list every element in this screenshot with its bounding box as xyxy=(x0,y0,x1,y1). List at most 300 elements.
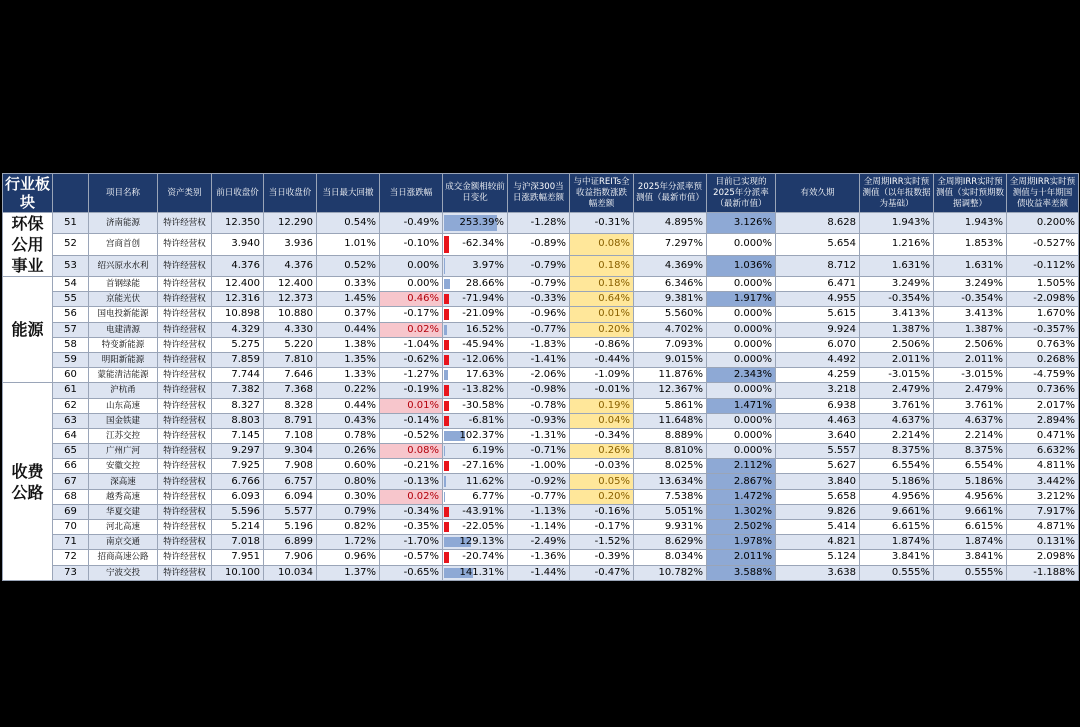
irr-spread-value: 1.670% xyxy=(1007,307,1079,322)
duration-value: 3.640 xyxy=(776,428,860,443)
asset-type: 特许经营权 xyxy=(158,535,212,550)
diff-hs300-value: -0.71% xyxy=(508,444,570,459)
realized-2025-value: 1.472% xyxy=(707,489,776,504)
amount-change-value: 129.13% xyxy=(459,536,504,548)
duration-value: 3.840 xyxy=(776,474,860,489)
table-row xyxy=(3,535,1079,550)
dist-2025-value: 7.538% xyxy=(634,489,707,504)
project-name: 江苏交控 xyxy=(89,428,158,443)
project-name: 蒙能清洁能源 xyxy=(89,368,158,383)
amount-change-cell xyxy=(443,565,508,580)
irr-spread-value: -1.188% xyxy=(1007,565,1079,580)
table-row xyxy=(3,292,1079,307)
project-name: 沪杭甬 xyxy=(89,383,158,398)
project-name: 河北高速 xyxy=(89,520,158,535)
prev-close-value: 7.744 xyxy=(212,368,264,383)
amount-change-cell xyxy=(443,550,508,565)
duration-value: 5.557 xyxy=(776,444,860,459)
max-drawdown-value: 0.33% xyxy=(317,277,380,292)
asset-type: 特许经营权 xyxy=(158,413,212,428)
diff-hs300-value: -2.06% xyxy=(508,368,570,383)
amount-change-value: 102.37% xyxy=(459,429,504,441)
max-drawdown-value: 0.44% xyxy=(317,322,380,337)
prev-close-value: 4.376 xyxy=(212,255,264,276)
amount-change-bar xyxy=(444,279,450,289)
row-number: 70 xyxy=(53,520,89,535)
amount-change-cell xyxy=(443,292,508,307)
diff-hs300-value: -0.33% xyxy=(508,292,570,307)
irr-index-value: 1.631% xyxy=(860,255,934,276)
duration-value: 8.712 xyxy=(776,255,860,276)
irr-spread-value: 0.200% xyxy=(1007,213,1079,234)
reits-table xyxy=(2,173,1079,581)
header-irr-index: 全周期IRR实时预测值（以年报数据为基础） xyxy=(860,174,934,213)
amount-change-value: -45.94% xyxy=(462,338,504,350)
max-drawdown-value: 0.37% xyxy=(317,307,380,322)
duration-value: 3.218 xyxy=(776,383,860,398)
table-row xyxy=(3,255,1079,276)
prev-close-value: 10.100 xyxy=(212,565,264,580)
close-value: 7.646 xyxy=(264,368,317,383)
diff-hs300-value: -1.00% xyxy=(508,459,570,474)
amount-change-value: -20.74% xyxy=(462,551,504,563)
row-number: 54 xyxy=(53,277,89,292)
row-number: 57 xyxy=(53,322,89,337)
close-value: 3.936 xyxy=(264,234,317,255)
dist-2025-value: 9.015% xyxy=(634,352,707,367)
change-value: -0.52% xyxy=(380,428,443,443)
realized-2025-value: 0.000% xyxy=(707,337,776,352)
irr-index-value: 4.956% xyxy=(860,489,934,504)
diff-reits-value: 0.18% xyxy=(570,277,634,292)
diff-reits-value: 0.01% xyxy=(570,307,634,322)
sector-cell: 能源 xyxy=(3,277,53,383)
change-value: -0.57% xyxy=(380,550,443,565)
irr-index-value: 6.554% xyxy=(860,459,934,474)
duration-value: 9.826 xyxy=(776,504,860,519)
max-drawdown-value: 0.82% xyxy=(317,520,380,535)
prev-close-value: 5.214 xyxy=(212,520,264,535)
irr-spread-value: 3.442% xyxy=(1007,474,1079,489)
diff-hs300-value: -0.78% xyxy=(508,398,570,413)
prev-close-value: 12.400 xyxy=(212,277,264,292)
max-drawdown-value: 0.22% xyxy=(317,383,380,398)
close-value: 8.791 xyxy=(264,413,317,428)
max-drawdown-value: 1.35% xyxy=(317,352,380,367)
change-value: -0.49% xyxy=(380,213,443,234)
table-row xyxy=(3,550,1079,565)
irr-adjusted-value: 1.853% xyxy=(934,234,1007,255)
duration-value: 3.638 xyxy=(776,565,860,580)
amount-change-bar xyxy=(444,258,445,274)
row-number: 51 xyxy=(53,213,89,234)
amount-change-value: 6.19% xyxy=(472,445,504,457)
change-value: 0.46% xyxy=(380,292,443,307)
header-prev-close: 前日收盘价 xyxy=(212,174,264,213)
realized-2025-value: 0.000% xyxy=(707,277,776,292)
irr-spread-value: 0.131% xyxy=(1007,535,1079,550)
project-name: 特变新能源 xyxy=(89,337,158,352)
prev-close-value: 7.018 xyxy=(212,535,264,550)
diff-hs300-value: -1.13% xyxy=(508,504,570,519)
realized-2025-value: 0.000% xyxy=(707,444,776,459)
dist-2025-value: 7.297% xyxy=(634,234,707,255)
change-value: -0.10% xyxy=(380,234,443,255)
asset-type: 特许经营权 xyxy=(158,277,212,292)
project-name: 山东高速 xyxy=(89,398,158,413)
irr-adjusted-value: 6.615% xyxy=(934,520,1007,535)
realized-2025-value: 0.000% xyxy=(707,352,776,367)
diff-hs300-value: -0.77% xyxy=(508,489,570,504)
duration-value: 5.124 xyxy=(776,550,860,565)
asset-type: 特许经营权 xyxy=(158,292,212,307)
diff-reits-value: -0.44% xyxy=(570,352,634,367)
irr-index-value: 0.555% xyxy=(860,565,934,580)
amount-change-value: -27.16% xyxy=(462,460,504,472)
change-value: -0.34% xyxy=(380,504,443,519)
dist-2025-value: 10.782% xyxy=(634,565,707,580)
amount-change-cell xyxy=(443,398,508,413)
max-drawdown-value: 0.78% xyxy=(317,428,380,443)
duration-value: 4.259 xyxy=(776,368,860,383)
realized-2025-value: 1.917% xyxy=(707,292,776,307)
table-row xyxy=(3,337,1079,352)
sector-cell: 收费公路 xyxy=(3,383,53,580)
realized-2025-value: 0.000% xyxy=(707,383,776,398)
amount-change-value: 6.77% xyxy=(472,490,504,502)
amount-change-bar xyxy=(444,325,447,335)
change-value: 0.00% xyxy=(380,255,443,276)
project-name: 华夏交建 xyxy=(89,504,158,519)
amount-change-cell xyxy=(443,337,508,352)
asset-type: 特许经营权 xyxy=(158,504,212,519)
diff-hs300-value: -1.14% xyxy=(508,520,570,535)
asset-type: 特许经营权 xyxy=(158,255,212,276)
realized-2025-value: 1.471% xyxy=(707,398,776,413)
asset-type: 特许经营权 xyxy=(158,307,212,322)
amount-change-cell xyxy=(443,474,508,489)
irr-index-value: 2.506% xyxy=(860,337,934,352)
asset-type: 特许经营权 xyxy=(158,444,212,459)
change-value: -0.62% xyxy=(380,352,443,367)
amount-change-bar xyxy=(444,236,449,252)
change-value: -1.70% xyxy=(380,535,443,550)
prev-close-value: 7.859 xyxy=(212,352,264,367)
change-value: -1.04% xyxy=(380,337,443,352)
realized-2025-value: 0.000% xyxy=(707,307,776,322)
max-drawdown-value: 0.60% xyxy=(317,459,380,474)
irr-adjusted-value: -3.015% xyxy=(934,368,1007,383)
change-value: 0.00% xyxy=(380,277,443,292)
amount-change-cell xyxy=(443,504,508,519)
row-number: 65 xyxy=(53,444,89,459)
project-name: 电建清源 xyxy=(89,322,158,337)
realized-2025-value: 2.112% xyxy=(707,459,776,474)
diff-hs300-value: -0.92% xyxy=(508,474,570,489)
header-sector: 行业板块 xyxy=(3,174,53,213)
change-value: -0.14% xyxy=(380,413,443,428)
amount-change-bar xyxy=(444,446,445,456)
prev-close-value: 12.316 xyxy=(212,292,264,307)
irr-spread-value: 6.632% xyxy=(1007,444,1079,459)
irr-spread-value: 2.017% xyxy=(1007,398,1079,413)
amount-change-bar xyxy=(444,355,449,365)
irr-spread-value: 2.894% xyxy=(1007,413,1079,428)
row-number: 68 xyxy=(53,489,89,504)
dist-2025-value: 12.367% xyxy=(634,383,707,398)
row-number: 52 xyxy=(53,234,89,255)
project-name: 宫商首创 xyxy=(89,234,158,255)
header-diff-hs300: 与沪深300当日涨跌幅差额 xyxy=(508,174,570,213)
irr-index-value: -0.354% xyxy=(860,292,934,307)
diff-reits-value: 0.08% xyxy=(570,234,634,255)
diff-reits-value: 0.19% xyxy=(570,398,634,413)
dist-2025-value: 7.093% xyxy=(634,337,707,352)
duration-value: 4.955 xyxy=(776,292,860,307)
change-value: -0.35% xyxy=(380,520,443,535)
diff-hs300-value: -0.93% xyxy=(508,413,570,428)
prev-close-value: 6.093 xyxy=(212,489,264,504)
dist-2025-value: 5.051% xyxy=(634,504,707,519)
diff-reits-value: -0.16% xyxy=(570,504,634,519)
irr-spread-value: 3.212% xyxy=(1007,489,1079,504)
amount-change-bar xyxy=(444,385,449,395)
close-value: 12.373 xyxy=(264,292,317,307)
max-drawdown-value: 1.45% xyxy=(317,292,380,307)
change-value: 0.01% xyxy=(380,398,443,413)
irr-spread-value: 0.268% xyxy=(1007,352,1079,367)
change-value: -0.21% xyxy=(380,459,443,474)
table-row xyxy=(3,398,1079,413)
project-name: 南京交通 xyxy=(89,535,158,550)
prev-close-value: 7.951 xyxy=(212,550,264,565)
close-value: 9.304 xyxy=(264,444,317,459)
irr-spread-value: -0.527% xyxy=(1007,234,1079,255)
irr-spread-value: 0.471% xyxy=(1007,428,1079,443)
asset-type: 特许经营权 xyxy=(158,474,212,489)
table-row xyxy=(3,489,1079,504)
irr-spread-value: 0.763% xyxy=(1007,337,1079,352)
dist-2025-value: 8.889% xyxy=(634,428,707,443)
prev-close-value: 8.803 xyxy=(212,413,264,428)
table-row xyxy=(3,474,1079,489)
irr-index-value: 1.943% xyxy=(860,213,934,234)
asset-type: 特许经营权 xyxy=(158,337,212,352)
diff-reits-value: -0.47% xyxy=(570,565,634,580)
irr-index-value: 5.186% xyxy=(860,474,934,489)
irr-adjusted-value: 3.249% xyxy=(934,277,1007,292)
dist-2025-value: 4.369% xyxy=(634,255,707,276)
change-value: 0.02% xyxy=(380,489,443,504)
close-value: 12.400 xyxy=(264,277,317,292)
dist-2025-value: 11.648% xyxy=(634,413,707,428)
close-value: 12.290 xyxy=(264,213,317,234)
duration-value: 5.654 xyxy=(776,234,860,255)
realized-2025-value: 1.302% xyxy=(707,504,776,519)
prev-close-value: 7.382 xyxy=(212,383,264,398)
irr-spread-value: -2.098% xyxy=(1007,292,1079,307)
amount-change-bar xyxy=(444,507,449,517)
row-number: 60 xyxy=(53,368,89,383)
amount-change-value: -71.94% xyxy=(462,293,504,305)
header-max-drawdown: 当日最大回撤 xyxy=(317,174,380,213)
irr-adjusted-value: 3.761% xyxy=(934,398,1007,413)
diff-reits-value: 0.04% xyxy=(570,413,634,428)
change-value: -0.19% xyxy=(380,383,443,398)
irr-adjusted-value: 1.943% xyxy=(934,213,1007,234)
amount-change-bar xyxy=(444,294,449,304)
max-drawdown-value: 0.52% xyxy=(317,255,380,276)
irr-index-value: 4.637% xyxy=(860,413,934,428)
diff-reits-value: -1.09% xyxy=(570,368,634,383)
irr-index-value: 6.615% xyxy=(860,520,934,535)
dist-2025-value: 11.876% xyxy=(634,368,707,383)
table-row xyxy=(3,352,1079,367)
irr-index-value: 3.249% xyxy=(860,277,934,292)
diff-hs300-value: -1.31% xyxy=(508,428,570,443)
asset-type: 特许经营权 xyxy=(158,520,212,535)
irr-adjusted-value: 8.375% xyxy=(934,444,1007,459)
amount-change-cell xyxy=(443,489,508,504)
close-value: 7.108 xyxy=(264,428,317,443)
dist-2025-value: 8.810% xyxy=(634,444,707,459)
change-value: -1.27% xyxy=(380,368,443,383)
duration-value: 6.070 xyxy=(776,337,860,352)
dist-2025-value: 4.895% xyxy=(634,213,707,234)
amount-change-value: -13.82% xyxy=(462,384,504,396)
table-row xyxy=(3,322,1079,337)
diff-reits-value: 0.05% xyxy=(570,474,634,489)
amount-change-value: 11.62% xyxy=(465,475,504,487)
max-drawdown-value: 0.43% xyxy=(317,413,380,428)
amount-change-value: 141.31% xyxy=(459,566,504,578)
close-value: 4.376 xyxy=(264,255,317,276)
row-number: 69 xyxy=(53,504,89,519)
project-name: 招商高速公路 xyxy=(89,550,158,565)
amount-change-bar xyxy=(444,370,448,380)
max-drawdown-value: 1.37% xyxy=(317,565,380,580)
row-number: 64 xyxy=(53,428,89,443)
amount-change-cell xyxy=(443,383,508,398)
amount-change-cell xyxy=(443,535,508,550)
amount-change-value: 28.66% xyxy=(465,278,504,290)
close-value: 7.810 xyxy=(264,352,317,367)
realized-2025-value: 2.867% xyxy=(707,474,776,489)
irr-spread-value: 4.811% xyxy=(1007,459,1079,474)
asset-type: 特许经营权 xyxy=(158,234,212,255)
dist-2025-value: 8.034% xyxy=(634,550,707,565)
row-number: 73 xyxy=(53,565,89,580)
amount-change-cell xyxy=(443,307,508,322)
row-number: 62 xyxy=(53,398,89,413)
prev-close-value: 3.940 xyxy=(212,234,264,255)
asset-type: 特许经营权 xyxy=(158,398,212,413)
duration-value: 5.414 xyxy=(776,520,860,535)
diff-hs300-value: -1.44% xyxy=(508,565,570,580)
diff-hs300-value: -1.28% xyxy=(508,213,570,234)
dist-2025-value: 8.025% xyxy=(634,459,707,474)
table-row xyxy=(3,520,1079,535)
irr-spread-value: 0.736% xyxy=(1007,383,1079,398)
duration-value: 8.628 xyxy=(776,213,860,234)
prev-close-value: 8.327 xyxy=(212,398,264,413)
project-name: 广州广河 xyxy=(89,444,158,459)
diff-reits-value: -0.01% xyxy=(570,383,634,398)
irr-adjusted-value: 1.387% xyxy=(934,322,1007,337)
close-value: 7.908 xyxy=(264,459,317,474)
project-name: 明阳新能源 xyxy=(89,352,158,367)
row-number: 59 xyxy=(53,352,89,367)
header-change: 当日涨跌幅 xyxy=(380,174,443,213)
dist-2025-value: 13.634% xyxy=(634,474,707,489)
diff-reits-value: -0.86% xyxy=(570,337,634,352)
realized-2025-value: 0.000% xyxy=(707,234,776,255)
project-name: 首钢绿能 xyxy=(89,277,158,292)
duration-value: 4.463 xyxy=(776,413,860,428)
header-amount-change: 成交金额相较前日变化 xyxy=(443,174,508,213)
max-drawdown-value: 0.79% xyxy=(317,504,380,519)
irr-adjusted-value: 2.479% xyxy=(934,383,1007,398)
diff-reits-value: -0.17% xyxy=(570,520,634,535)
table-row xyxy=(3,459,1079,474)
max-drawdown-value: 1.01% xyxy=(317,234,380,255)
realized-2025-value: 3.588% xyxy=(707,565,776,580)
duration-value: 6.471 xyxy=(776,277,860,292)
amount-change-cell xyxy=(443,413,508,428)
irr-adjusted-value: 4.637% xyxy=(934,413,1007,428)
prev-close-value: 6.766 xyxy=(212,474,264,489)
diff-reits-value: 0.20% xyxy=(570,489,634,504)
header-close: 当日收盘价 xyxy=(264,174,317,213)
diff-hs300-value: -1.41% xyxy=(508,352,570,367)
project-name: 国金铁建 xyxy=(89,413,158,428)
asset-type: 特许经营权 xyxy=(158,383,212,398)
change-value: 0.08% xyxy=(380,444,443,459)
irr-adjusted-value: 1.631% xyxy=(934,255,1007,276)
irr-adjusted-value: 2.011% xyxy=(934,352,1007,367)
table-row xyxy=(3,277,1079,292)
prev-close-value: 7.145 xyxy=(212,428,264,443)
dist-2025-value: 9.381% xyxy=(634,292,707,307)
row-number: 56 xyxy=(53,307,89,322)
irr-index-value: 1.387% xyxy=(860,322,934,337)
dist-2025-value: 5.861% xyxy=(634,398,707,413)
amount-change-bar xyxy=(444,461,449,471)
irr-index-value: 2.214% xyxy=(860,428,934,443)
header-name: 项目名称 xyxy=(89,174,158,213)
irr-adjusted-value: 5.186% xyxy=(934,474,1007,489)
diff-reits-value: 0.20% xyxy=(570,322,634,337)
irr-adjusted-value: -0.354% xyxy=(934,292,1007,307)
max-drawdown-value: 0.30% xyxy=(317,489,380,504)
table-row xyxy=(3,213,1079,234)
irr-spread-value: 7.917% xyxy=(1007,504,1079,519)
amount-change-bar xyxy=(444,476,446,486)
diff-reits-value: 0.18% xyxy=(570,255,634,276)
diff-reits-value: -0.34% xyxy=(570,428,634,443)
change-value: -0.13% xyxy=(380,474,443,489)
prev-close-value: 5.275 xyxy=(212,337,264,352)
diff-hs300-value: -0.79% xyxy=(508,277,570,292)
asset-type: 特许经营权 xyxy=(158,459,212,474)
close-value: 4.330 xyxy=(264,322,317,337)
row-number: 66 xyxy=(53,459,89,474)
max-drawdown-value: 0.26% xyxy=(317,444,380,459)
amount-change-cell xyxy=(443,428,508,443)
duration-value: 5.658 xyxy=(776,489,860,504)
table-row xyxy=(3,504,1079,519)
amount-change-cell xyxy=(443,368,508,383)
